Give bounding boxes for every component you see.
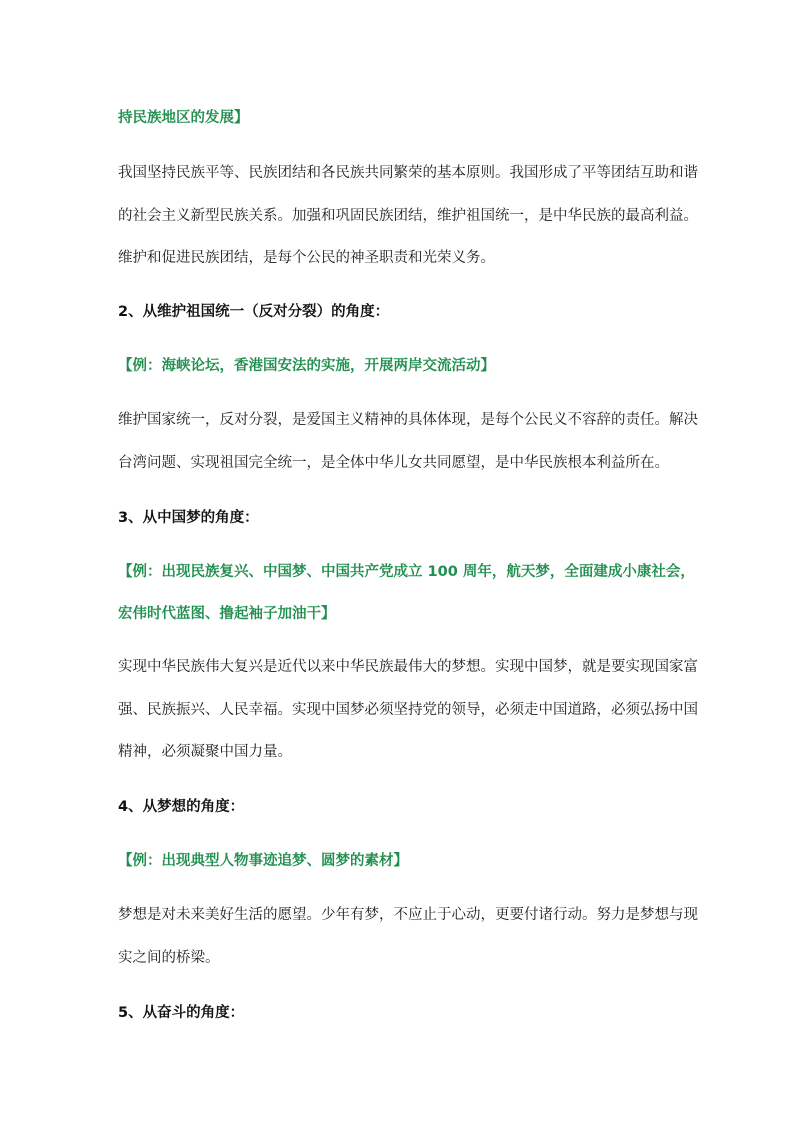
paragraph-line: 实现中华民族伟大复兴是近代以来中华民族最伟大的梦想。实现中国梦，就是要实现国家富 <box>118 659 698 675</box>
paragraph-line: 维护和促进民族团结，是每个公民的神圣职责和光荣义务。 <box>118 250 495 266</box>
paragraph-line: 维护国家统一，反对分裂，是爱国主义精神的具体体现，是每个公民义不容辞的责任。解决 <box>118 412 698 428</box>
example-continuation: 持民族地区的发展】 <box>118 110 249 126</box>
paragraph-line: 强、民族振兴、人民幸福。实现中国梦必须坚持党的领导，必须走中国道路，必须弘扬中国 <box>118 702 698 718</box>
paragraph-line: 梦想是对未来美好生活的愿望。少年有梦，不应止于心动，更要付诸行动。努力是梦想与现 <box>118 907 698 923</box>
example-note: 【例：出现典型人物事迹追梦、圆梦的素材】 <box>118 853 408 869</box>
section-heading-5: 5、从奋斗的角度： <box>118 1005 245 1021</box>
paragraph-line: 的社会主义新型民族关系。加强和巩固民族团结，维护祖国统一，是中华民族的最高利益。 <box>118 208 698 224</box>
section-heading-3: 3、从中国梦的角度： <box>118 510 259 526</box>
example-note: 【例：海峡论坛，香港国安法的实施，开展两岸交流活动】 <box>118 358 495 374</box>
example-note: 【例：出现民族复兴、中国梦、中国共产党成立 100 周年，航天梦，全面建成小康社会， <box>118 564 695 580</box>
paragraph-line: 我国坚持民族平等、民族团结和各民族共同繁荣的基本原则。我国形成了平等团结互助和谐 <box>118 165 698 181</box>
paragraph-line: 台湾问题、实现祖国完全统一，是全体中华儿女共同愿望，是中华民族根本利益所在。 <box>118 455 669 471</box>
example-note: 宏伟时代蓝图、撸起袖子加油干】 <box>118 606 336 622</box>
paragraph-line: 精神，必须凝聚中国力量。 <box>118 744 292 760</box>
section-heading-2: 2、从维护祖国统一（反对分裂）的角度： <box>118 304 390 320</box>
section-heading-4: 4、从梦想的角度： <box>118 799 245 815</box>
paragraph-line: 实之间的桥梁。 <box>118 950 220 966</box>
